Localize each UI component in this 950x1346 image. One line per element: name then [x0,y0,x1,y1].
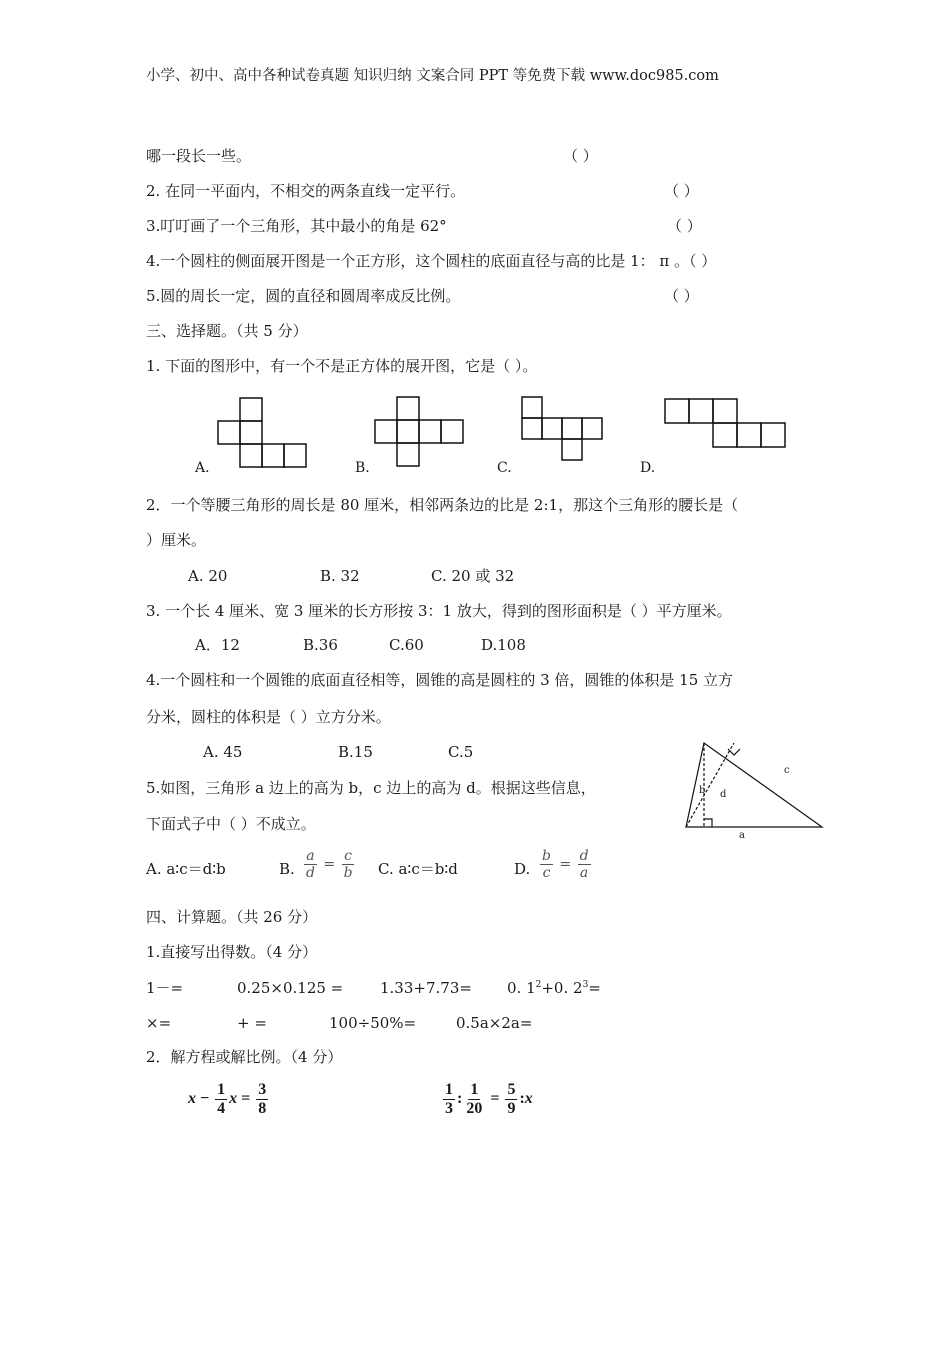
frac-b-eq: = [323,856,336,873]
s4-q1-title: 1.直接写出得数。（4 分） [146,943,318,961]
judge-answer-paren-2[interactable]: （ ） [667,217,702,235]
eq2-c-den: 9 [507,1100,516,1117]
eq1-equals: = [241,1090,251,1108]
s3-q5-text-cont: 下面式子中（ ）不成立。 [146,815,316,833]
s4-q2-title: 2．解方程或解比例。（4 分） [146,1048,343,1066]
s3-q5-option-c: C. a∶c＝b∶d [378,860,458,878]
s3-q5-option-d-label: D. [514,860,531,878]
calc-r1-c2: 0.25×0.125 = [237,979,344,997]
judge-line-0: 哪一段长一些。 [146,147,252,165]
s3-q4-text-cont: 分米，圆柱的体积是（ ）立方分米。 [146,708,391,726]
eq2-colon-2: : [519,1090,525,1108]
s3-q2-text: 2．一个等腰三角形的周长是 80 厘米，相邻两条边的比是 2:1，那这个三角形的腰长是（ [146,496,739,514]
s3-q5-option-d-equation [538,849,593,880]
triangle-label-d: d [720,789,727,800]
net-c-figure [522,397,602,460]
judge-answer-paren-1[interactable]: （ ） [664,182,699,200]
section-3-title: 三、选择题。（共 5 分） [146,322,308,340]
net-a-figure [218,398,306,467]
frac-d-right-den: a [579,865,589,881]
eq1-rhs-num: 3 [258,1081,267,1098]
judge-answer-paren-4[interactable]: （ ） [664,287,699,305]
calc-r1-c4 [507,979,601,997]
s3-q5-option-b-label: B. [279,860,295,878]
eq1-rhs-den: 8 [258,1100,267,1117]
eq2-b-num: 1 [470,1081,479,1098]
calc-r1-c4-mid: +0. 2 [541,979,583,997]
eq1-frac-num: 1 [217,1081,226,1098]
calc-r1-c1: 1－= [146,979,184,997]
equation-2 [441,1082,533,1117]
eq2-b-den: 20 [466,1100,483,1117]
s3-q4-text: 4.一个圆柱和一个圆锥的底面直径相等，圆锥的高是圆柱的 3 倍，圆锥的体积是 15 立方 [146,671,734,689]
equation-1 [188,1082,270,1117]
judge-line-2: 3.叮叮画了一个三角形，其中最小的角是 62° [146,217,447,235]
eq1-minus: − [200,1090,210,1108]
triangle-label-b: b [699,785,706,796]
eq2-c-num: 5 [507,1081,516,1098]
s3-q3-option-a: A．12 [195,636,240,654]
cube-nets-figure [0,0,950,480]
frac-d-right-num: d [579,848,589,864]
s3-q2-option-b: B. 32 [320,567,360,585]
frac-d-left-den: c [542,865,551,881]
frac-b-left-den: d [306,865,315,881]
triangle-label-c: c [784,765,790,776]
judge-line-4: 5.圆的周长一定，圆的直径和圆周率成反比例。 [146,287,461,305]
s3-q1-text: 1. 下面的图形中，有一个不是正方体的展开图，它是（ ）。 [146,357,538,375]
judge-answer-paren-0[interactable]: （ ） [563,147,598,165]
net-a-label: A. [195,460,210,476]
s3-q4-option-b: B.15 [338,743,373,761]
s3-q3-option-d: D.108 [481,636,526,654]
s3-q4-option-c: C.5 [448,743,474,761]
eq2-a-num: 1 [445,1081,453,1098]
calc-r2-c1: ×= [146,1014,172,1032]
triangle-label-a: a [739,830,745,841]
eq1-x1: x [188,1090,196,1108]
s3-q3-option-b: B.36 [303,636,338,654]
s3-q5-text: 5.如图，三角形 a 边上的高为 b，c 边上的高为 d。根据这些信息， [146,779,596,797]
calc-r1-c4-exp1: 2 [535,980,542,990]
eq1-x2: x [229,1090,238,1108]
s3-q3-option-c: C.60 [389,636,424,654]
frac-d-left-num: b [542,848,551,864]
frac-b-right-den: b [343,865,353,881]
net-b-figure [375,397,463,466]
s3-q2-option-c: C. 20 或 32 [431,567,515,585]
s3-q2-text-cont: ）厘米。 [146,531,207,549]
frac-b-right-num: c [344,848,353,864]
calc-r2-c2: + = [237,1014,267,1032]
s3-q4-option-a: A. 45 [203,743,243,761]
calc-r1-c3: 1.33+7.73= [380,979,472,997]
net-b-label: B. [355,460,370,476]
net-c-label: C. [497,460,512,476]
judge-line-1: 2. 在同一平面内，不相交的两条直线一定平行。 [146,182,466,200]
s3-q2-option-a: A. 20 [188,567,228,585]
net-d-label: D. [640,460,656,476]
s3-q5-option-b-equation [302,849,357,880]
eq2-a-den: 3 [445,1100,453,1117]
s3-q5-option-a: A. a∶c＝d∶b [146,860,226,878]
eq2-equals: = [490,1090,500,1108]
calc-r1-c4-base1: 0. 1 [507,979,536,997]
s3-q3-text: 3. 一个长 4 厘米、宽 3 厘米的长方形按 3：1 放大，得到的图形面积是（ ）平方厘米。 [146,602,732,620]
frac-d-eq: = [559,856,572,873]
calc-r2-c4: 0.5a×2a= [456,1014,533,1032]
eq2-colon-1: : [457,1090,463,1108]
section-4-title: 四、计算题。（共 26 分） [146,908,318,926]
calc-r2-c3: 100÷50%= [329,1014,417,1032]
page-header: 小学、初中、高中各种试卷真题 知识归纳 文案合同 PPT 等免费下载 www.doc985.com [146,68,719,84]
triangle-figure [670,735,840,845]
judge-line-3: 4.一个圆柱的侧面展开图是一个正方形，这个圆柱的底面直径与高的比是 1： π 。（ ） [146,252,717,270]
calc-r1-c4-exp2: 3 [582,980,589,990]
eq2-x: x [524,1090,533,1108]
net-d-figure [665,399,785,447]
calc-r1-c4-end: = [588,979,601,997]
eq1-frac-den: 4 [217,1100,226,1117]
frac-b-left-num: a [306,848,315,864]
